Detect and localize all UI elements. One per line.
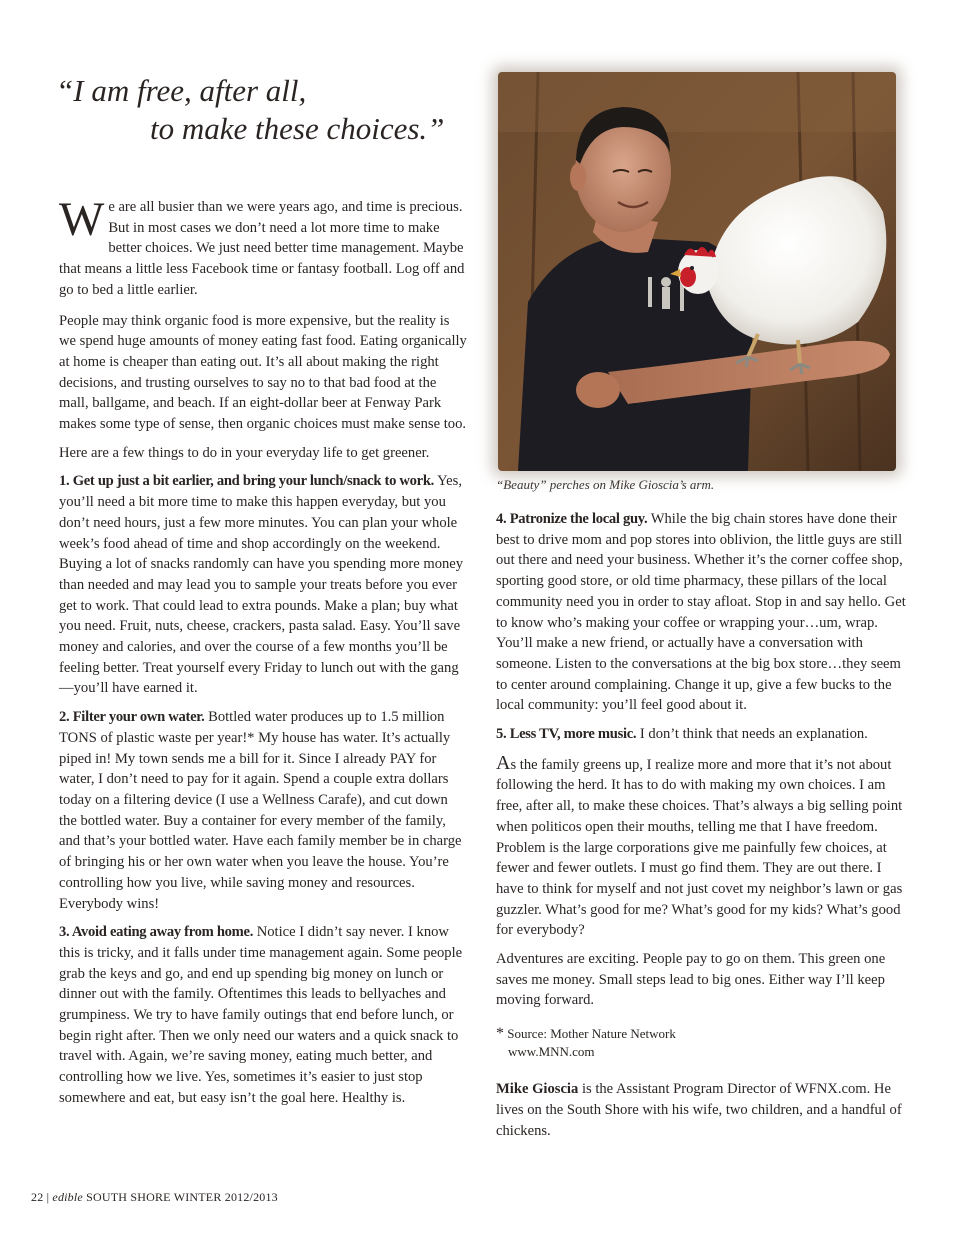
tip-2-heading: 2. Filter your own water. [59, 709, 205, 726]
author-name: Mike Gioscia [496, 1081, 579, 1098]
pull-quote [56, 72, 456, 148]
tip-3-heading: 3. Avoid eating away from home. [59, 924, 254, 941]
intro-paragraph-1 [59, 193, 467, 301]
closing-paragraph-1 [496, 753, 906, 941]
closing-paragraph-1-text: s the family greens up, I realize more and more that it’s not about following the herd. It has to do with making my own choices. I am free, after all, to make these choices. That’s always a big selling point when politicos open their mouths, telling me that I have freedom. Problem is the large corporations give me painfully few choices, at fewer and fewer outlets. I must go find them. They are out there. I have to think for myself and not just covet my neighbor’s lawn or gas guzzler. What’s good for me? What’s good for my kids? What’s good for everybody? [496, 756, 903, 939]
intro-paragraph-1-text: e are all busier than we were years ago, and time is precious. But in most cases we don’t need a lot more time to make better choices. We just need better time management. Maybe that means a little less Facebook time or fantasy football. Log off and go to bed a little earlier. [59, 199, 465, 298]
footnote-source: Source: Mother Nature Network [504, 1026, 676, 1042]
tip-3-body: Notice I didn’t say never. I know this is tricky, and it falls under time management again. Some people grab the keys and go, and end up spending big money on lunch or dinner out with the family. Oftentimes this leads to bellyaches and grumpiness. We try to have family outings that end before lunch, or begin right after. Then we only need our waters and a quick snack to travel with. Again, we’re saving money, eating much better, and controlling how we live. Yes, sometimes it’s easier to just stop somewhere and eat, but easy isn’t the goal here. Healthy is. [59, 924, 463, 1106]
folio-brand: edible [52, 1190, 83, 1204]
tip-1 [59, 471, 467, 699]
folio-publication: SOUTH SHORE [86, 1190, 171, 1204]
pull-quote-line-1: “I am free, after all, [56, 73, 307, 108]
footnote [496, 1025, 906, 1061]
footnote-marker: * [496, 1025, 504, 1043]
page-folio [31, 1190, 278, 1205]
tip-3 [59, 922, 467, 1108]
page-number: 22 [31, 1190, 44, 1204]
man-with-chicken-photo [498, 72, 896, 471]
author-bio-text: is the Assistant Program Director of WFNX.com. He lives on the South Shore with his wife, two children, and a handful of chickens. [496, 1081, 902, 1139]
intro-paragraph-3: Here are a few things to do in your everyday life to get greener. [59, 444, 430, 461]
tip-2-body: Bottled water produces up to 1.5 million TONS of plastic waste per year!* My house has water. It’s actually piped in! My town sends me a bill for it. Since I already PAY for water, I don’t need to pay for it again. Spend a couple extra dollars today on a filtering device (I use a Wellness Carafe), and cut down the bottled water. Buy a container for every member of the family, and that’s your bottled water. Have each family member be in charge of bringing his or her own water when you leave the house. You’re controlling how you live, while saving money and resources. Everybody wins! [59, 709, 462, 912]
tip-1-body: Yes, you’ll need a bit more time to make this happen everyday, but you don’t need hours, just a few more minutes. You can plan your whole week’s food ahead of time and shop accordingly on the weekend. Buying a lot of snacks randomly can have you spending more money than needed and may lead you to sample your treats before you ever get to work. That could lead to extra pounds. Make a plan; buy what you need. Fruit, nuts, cheese, crackers, pasta salad. Easy. You’ll save money and calories, and over the course of a few months you’ll be feeling better. Treat yourself every Friday to lunch out with the gang—you’ll have earned it. [59, 473, 464, 697]
tip-5-body: I don’t think that needs an explanation. [636, 726, 868, 743]
article-photo [498, 72, 896, 471]
article-left-column [59, 193, 467, 1117]
tip-4-heading: 4. Patronize the local guy. [496, 511, 648, 527]
author-bio [496, 1079, 906, 1141]
closing-paragraph-2: Adventures are exciting. People pay to go on them. This green one saves me money. Small steps lead to big ones. Either way I’ll keep moving forward. [496, 951, 886, 1009]
drop-cap: W [59, 193, 105, 246]
article-right-column [496, 509, 906, 1149]
closing-initial: A [496, 751, 511, 774]
tip-1-heading: 1. Get up just a bit earlier, and bring your lunch/snack to work. [59, 473, 434, 490]
tip-2 [59, 707, 467, 914]
folio-separator: | [46, 1190, 50, 1204]
footnote-url: www.MNN.com [508, 1044, 595, 1060]
tip-5 [496, 724, 906, 745]
intro-paragraph-2: People may think organic food is more expensive, but the reality is we spend huge amounts of money eating fast food. Eating organically at home is cheaper than eating out. It’s all about making the right decisions, and trusting ourselves to say no to that bad food at the mall, ballgame, and beach. If an eight-dollar beer at Fenway Park makes some type of sense, then organic choices must make sense too. [59, 312, 467, 433]
tip-5-heading: 5. Less TV, more music. [496, 726, 637, 743]
photo-caption: “Beauty” perches on Mike Gioscia’s arm. [496, 477, 715, 492]
pull-quote-line-2: to make these choices.” [150, 111, 445, 146]
tip-4-body: While the big chain stores have done their best to drive mom and pop stores into oblivion, the little guys are still out there and need your business. Whether it’s the corner coffee shop, sporting good store, or old time pharmacy, these pillars of the local community need you in order to stay afloat. Stop in and say hello. Get to know who’s making your coffee or wrapping your…um, wrap. You’ll make a new friend, or actually have a conversation with someone. Listen to the conversations at the big box store…they seem to center around complaining. Change it up, give a few bucks to the local community: you’ll feel good about it. [496, 511, 906, 714]
folio-issue: WINTER 2012/2013 [173, 1190, 278, 1204]
tip-4 [496, 509, 906, 716]
